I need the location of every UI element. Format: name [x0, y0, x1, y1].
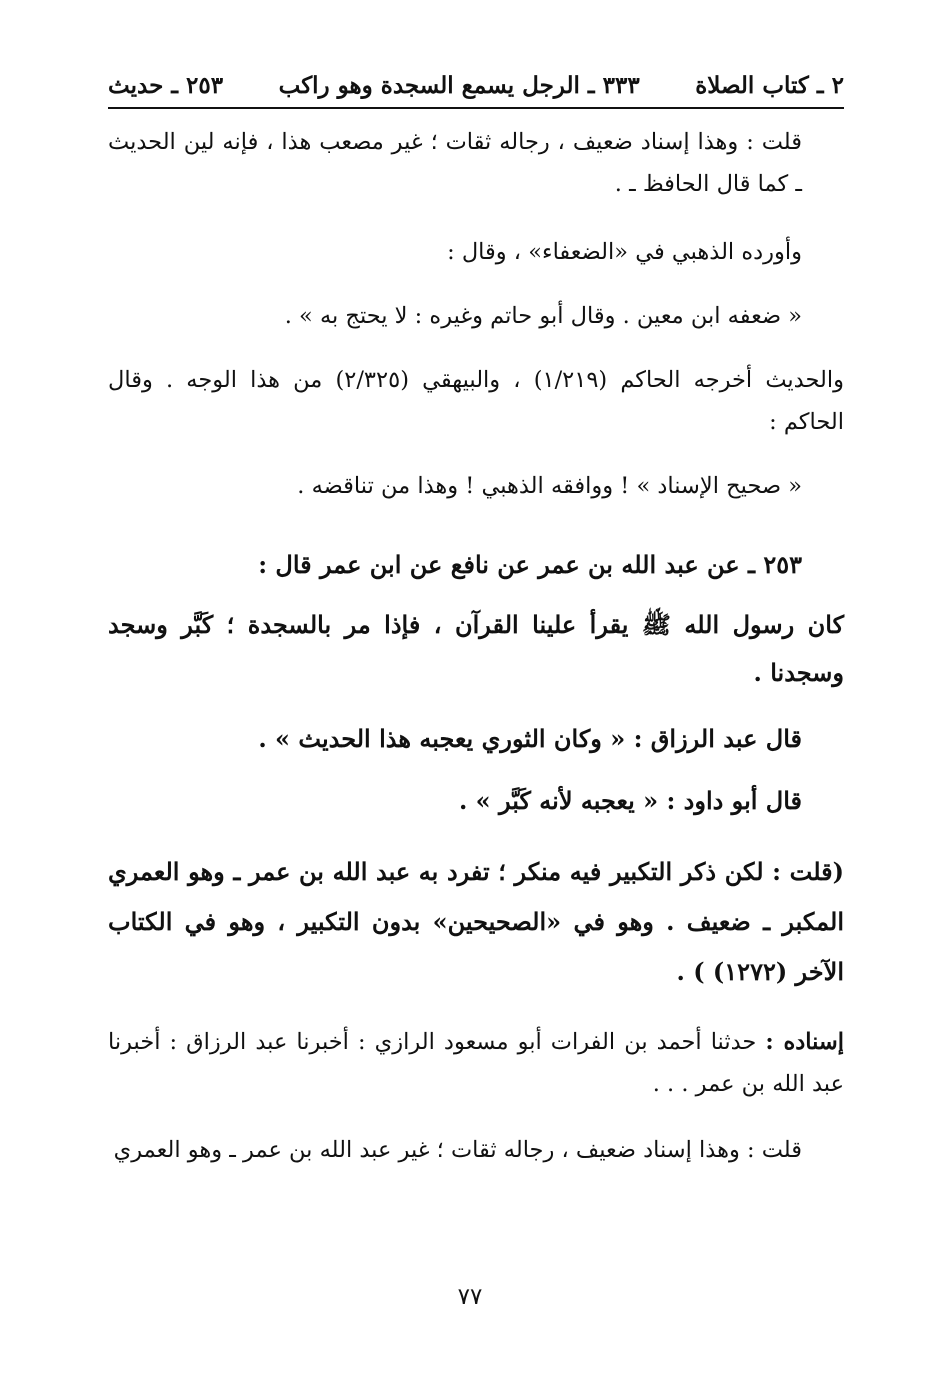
header-hadith: ٢٥٣ ـ حديث	[108, 72, 224, 99]
paragraph-4: والحديث أخرجه الحاكم (١/٢١٩) ، والبيهقي (٢/٣٢٥) من هذا الوجه . وقال الحاكم :	[108, 367, 844, 435]
page-body	[108, 72, 844, 1171]
paragraph-1: قلت : وهذا إسناد ضعيف ، رجاله ثقات ؛ غير مصعب هذا ، فإنه لين الحديث ـ كما قال الحافظ ـ .	[108, 129, 802, 197]
header-chapter: ٣٣٣ ـ الرجل يسمع السجدة وهو راكب	[278, 72, 640, 99]
page-number: ٧٧	[457, 1284, 483, 1310]
isnad-text: حدثنا أحمد بن الفرات أبو مسعود الرازي : أخبرنا عبد الرزاق : أخبرنا عبد الله بن عمر . . .	[108, 1029, 844, 1097]
hadith-text: كان رسول الله ﷺ يقرأ علينا القرآن ، فإذا مر بالسجدة ؛ كَبَّر وسجد وسجدنا .	[108, 610, 844, 687]
paragraph-isnad	[108, 1021, 844, 1105]
isnad-label: إسناده :	[765, 1029, 844, 1055]
paragraph-abudawud: قال أبو داود : « يعجبه لأنه كَبَّر » .	[458, 786, 802, 815]
paragraph-note: (قلت : لكن ذكر التكبير فيه منكر ؛ تفرد به عبد الله بن عمر ـ وهو العمري المكبر ـ ضعيف . وهو في «الصحيحين» بدون التكبير ، وهو في الكتاب الآخر (١٢٧٢) ) .	[108, 857, 844, 986]
running-header	[108, 72, 844, 109]
header-book: ٢ ـ كتاب الصلاة	[695, 72, 844, 99]
paragraph-2: وأورده الذهبي في «الضعفاء» ، وقال :	[447, 239, 802, 265]
paragraph-3: « ضعفه ابن معين . وقال أبو حاتم وغيره : لا يحتج به » .	[284, 303, 802, 329]
paragraph-abdurrazzaq: قال عبد الرزاق : « وكان الثوري يعجبه هذا الحديث » .	[258, 724, 802, 753]
paragraph-final: قلت : وهذا إسناد ضعيف ، رجاله ثقات ؛ غير عبد الله بن عمر ـ وهو العمري	[113, 1137, 802, 1163]
hadith-title: ٢٥٣ ـ عن عبد الله بن عمر عن نافع عن ابن عمر قال :	[258, 550, 802, 579]
paragraph-5: « صحيح الإسناد » ! ووافقه الذهبي ! وهذا من تناقضه .	[297, 473, 802, 499]
